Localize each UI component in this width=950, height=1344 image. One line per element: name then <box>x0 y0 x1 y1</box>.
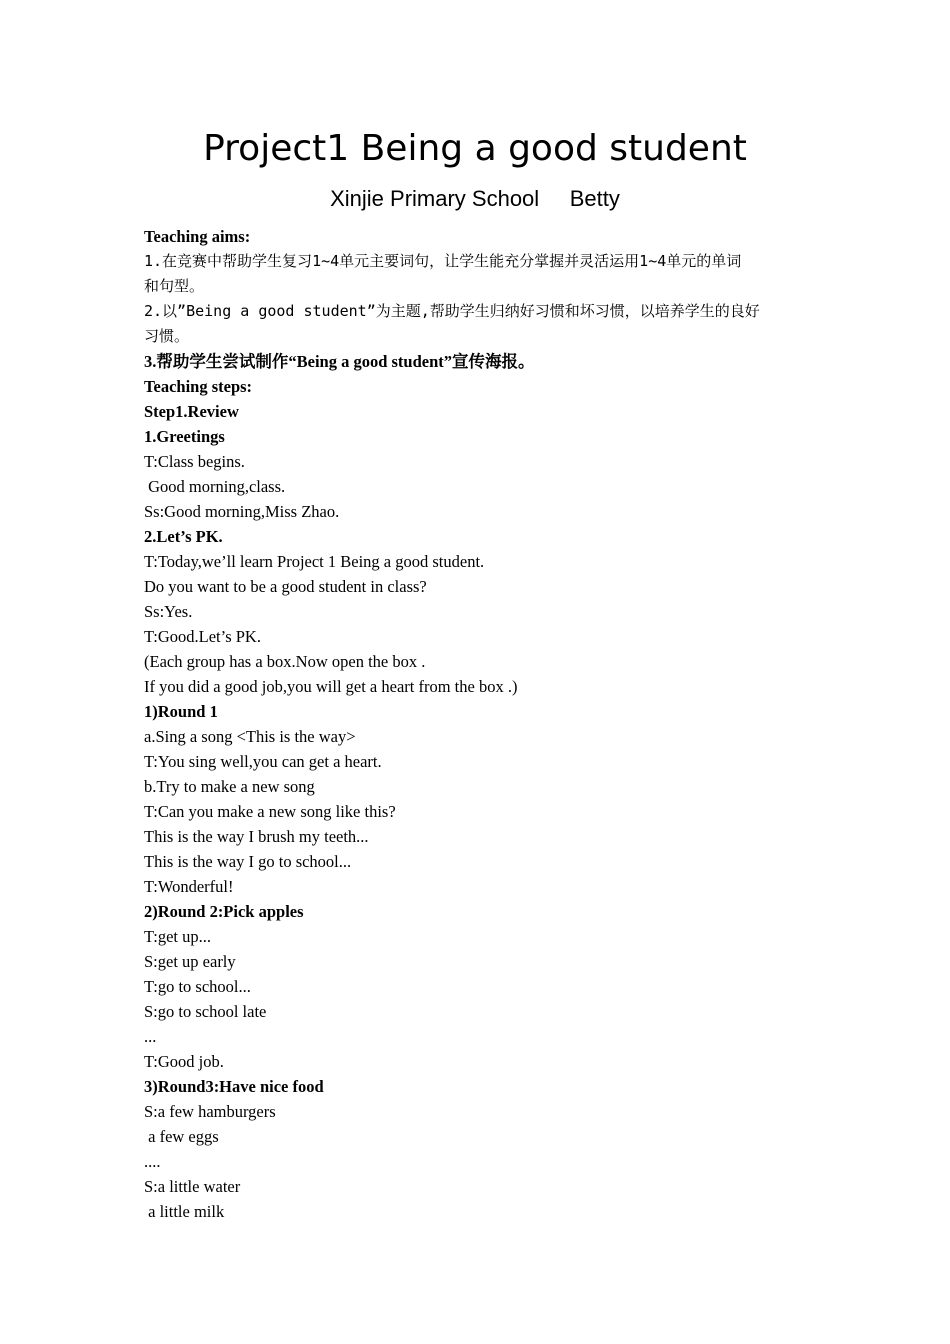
heading-step1-review: Step1.Review <box>144 402 239 421</box>
text-line: Good morning,class. <box>144 477 286 496</box>
heading-round-1: 1)Round 1 <box>144 702 218 721</box>
text-line: T:Good.Let’s PK. <box>144 627 261 646</box>
document-subtitle: Xinjie Primary School Betty <box>330 186 620 211</box>
document-title: Project1 Being a good student <box>203 128 747 169</box>
text-line: S:a few hamburgers <box>144 1102 276 1121</box>
text-line: ... <box>144 1027 157 1046</box>
heading-lets-pk: 2.Let’s PK. <box>144 527 223 546</box>
text-line: b.Try to make a new song <box>144 777 315 796</box>
heading-greetings: 1.Greetings <box>144 427 225 446</box>
text-line: Ss:Good morning,Miss Zhao. <box>144 502 340 521</box>
text-line: This is the way I go to school... <box>144 852 352 871</box>
text-line: a few eggs <box>144 1127 219 1146</box>
heading-teaching-aims: Teaching aims: <box>144 227 251 246</box>
text-line: Do you want to be a good student in class? <box>144 577 427 596</box>
text-line: T:Wonderful! <box>144 877 234 896</box>
text-line: T:Today,we’ll learn Project 1 Being a good student. <box>144 552 485 571</box>
text-line: T:go to school... <box>144 977 251 996</box>
text-line: T:You sing well,you can get a heart. <box>144 752 382 771</box>
text-line: If you did a good job,you will get a heart from the box .) <box>144 677 518 696</box>
text-line: S:a little water <box>144 1177 241 1196</box>
text-line: T:Can you make a new song like this? <box>144 802 396 821</box>
text-line: a little milk <box>144 1202 225 1221</box>
text-line: a.Sing a song <This is the way> <box>144 727 356 746</box>
text-line: T:Good job. <box>144 1052 224 1071</box>
aim-1-line-1: 1.在竞赛中帮助学生复习1~4单元主要词句，让学生能充分掌握并灵活运用1~4单元的单词 <box>144 252 742 270</box>
heading-round-3: 3)Round3:Have nice food <box>144 1077 324 1096</box>
text-line: This is the way I brush my teeth... <box>144 827 369 846</box>
text-line: S:go to school late <box>144 1002 267 1021</box>
aim-1-line-2: 和句型。 <box>144 277 205 295</box>
text-line: Ss:Yes. <box>144 602 193 621</box>
heading-round-2: 2)Round 2:Pick apples <box>144 902 304 921</box>
text-line: (Each group has a box.Now open the box . <box>144 652 426 671</box>
heading-teaching-steps: Teaching steps: <box>144 377 253 396</box>
document-body <box>144 224 814 1224</box>
text-line: .... <box>144 1152 161 1171</box>
aim-3: 3.帮助学生尝试制作“Being a good student”宣传海报。 <box>144 352 535 371</box>
aim-2-line-1: 2.以”Being a good student”为主题,帮助学生归纳好习惯和坏习惯，以培养学生的良好 <box>144 302 760 320</box>
text-line: T:get up... <box>144 927 211 946</box>
text-line: T:Class begins. <box>144 452 245 471</box>
text-line: S:get up early <box>144 952 236 971</box>
aim-2-line-2: 习惯。 <box>144 327 190 345</box>
